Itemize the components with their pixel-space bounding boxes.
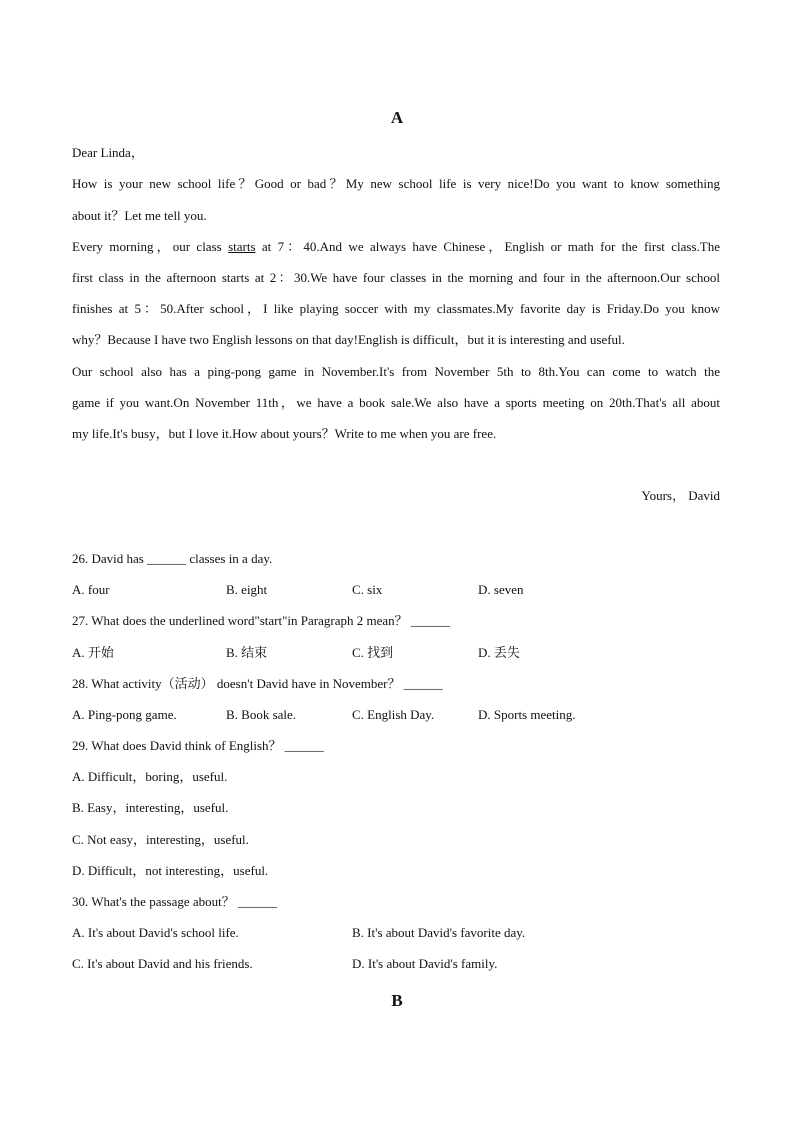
question-30-stem: 30. What's the passage about？ ______ bbox=[72, 894, 278, 909]
letter-paragraph-3-line-3: my life.It's busy，but I love it.How about yours？Write to me when you are free. bbox=[72, 426, 497, 441]
question-28-option-a[interactable]: A. Ping-pong game. bbox=[72, 707, 177, 722]
question-30-option-a[interactable]: A. It's about David's school life. bbox=[72, 925, 239, 940]
question-26-option-b[interactable]: B. eight bbox=[226, 582, 268, 597]
section-a-heading: A bbox=[390, 108, 404, 127]
question-30-option-d[interactable]: D. It's about David's family. bbox=[352, 956, 498, 971]
question-30-option-b[interactable]: B. It's about David's favorite day. bbox=[352, 925, 526, 940]
question-29-option-c[interactable]: C. Not easy，interesting，useful. bbox=[72, 832, 249, 847]
letter-paragraph-2-line-3: finishes at 5：50.After school，I like playing soccer with my classmates.My favorite day is Friday.Do you know bbox=[72, 301, 720, 316]
question-26-option-c[interactable]: C. six bbox=[352, 582, 383, 597]
question-28-option-b[interactable]: B. Book sale. bbox=[226, 707, 297, 722]
question-28-option-d[interactable]: D. Sports meeting. bbox=[478, 707, 576, 722]
letter-paragraph-3-line-1: Our school also has a ping-pong game in November.It's from November 5th to 8th.You can come to watch the bbox=[72, 364, 720, 379]
question-26-option-a[interactable]: A. four bbox=[72, 582, 110, 597]
letter-signoff: Yours， David bbox=[641, 488, 720, 503]
question-28-option-c[interactable]: C. English Day. bbox=[352, 707, 435, 722]
question-27-option-a[interactable]: A. 开始 bbox=[72, 645, 114, 660]
question-26-stem: 26. David has ______ classes in a day. bbox=[72, 551, 273, 566]
question-30-option-c[interactable]: C. It's about David and his friends. bbox=[72, 956, 253, 971]
letter-paragraph-2-line-2: first class in the afternoon starts at 2：30.We have four classes in the morning and four in the afternoon.Our school bbox=[72, 270, 720, 285]
question-29-stem: 29. What does David think of English？ ______ bbox=[72, 738, 324, 753]
letter-paragraph-2-line-1 bbox=[72, 238, 720, 256]
question-29-option-d[interactable]: D. Difficult，not interesting，useful. bbox=[72, 863, 269, 878]
letter-paragraph-3-line-2: game if you want.On November 11th，we have a book sale.We also have a sports meeting on 20th.That's all about bbox=[72, 395, 720, 410]
underlined-word-starts: starts bbox=[228, 239, 256, 254]
paragraph-2-text-after: at 7：40.And we always have Chinese，English or math for the first class.The bbox=[255, 239, 720, 254]
letter-greeting: Dear Linda， bbox=[72, 145, 144, 160]
letter-paragraph-2-line-4: why？Because I have two English lessons on that day!English is difficult，but it is interesting and useful. bbox=[72, 332, 625, 347]
question-27-option-b[interactable]: B. 结束 bbox=[226, 645, 268, 660]
question-27-stem: 27. What does the underlined word"start"in Paragraph 2 mean？ ______ bbox=[72, 613, 450, 628]
question-26-option-d[interactable]: D. seven bbox=[478, 582, 524, 597]
question-29-option-a[interactable]: A. Difficult，boring，useful. bbox=[72, 769, 228, 784]
question-29-option-b[interactable]: B. Easy，interesting，useful. bbox=[72, 800, 229, 815]
letter-paragraph-1-line-2: about it？Let me tell you. bbox=[72, 208, 207, 223]
question-27-option-d[interactable]: D. 丢失 bbox=[478, 645, 520, 660]
letter-paragraph-1-line-1: How is your new school life？Good or bad？My new school life is very nice!Do you want to know something bbox=[72, 176, 720, 191]
question-27-option-c[interactable]: C. 找到 bbox=[352, 645, 394, 660]
section-b-heading: B bbox=[391, 991, 403, 1010]
paragraph-2-text-before: Every morning，our class bbox=[72, 239, 229, 254]
question-28-stem: 28. What activity（活动） doesn't David have in November？ ______ bbox=[72, 676, 443, 691]
